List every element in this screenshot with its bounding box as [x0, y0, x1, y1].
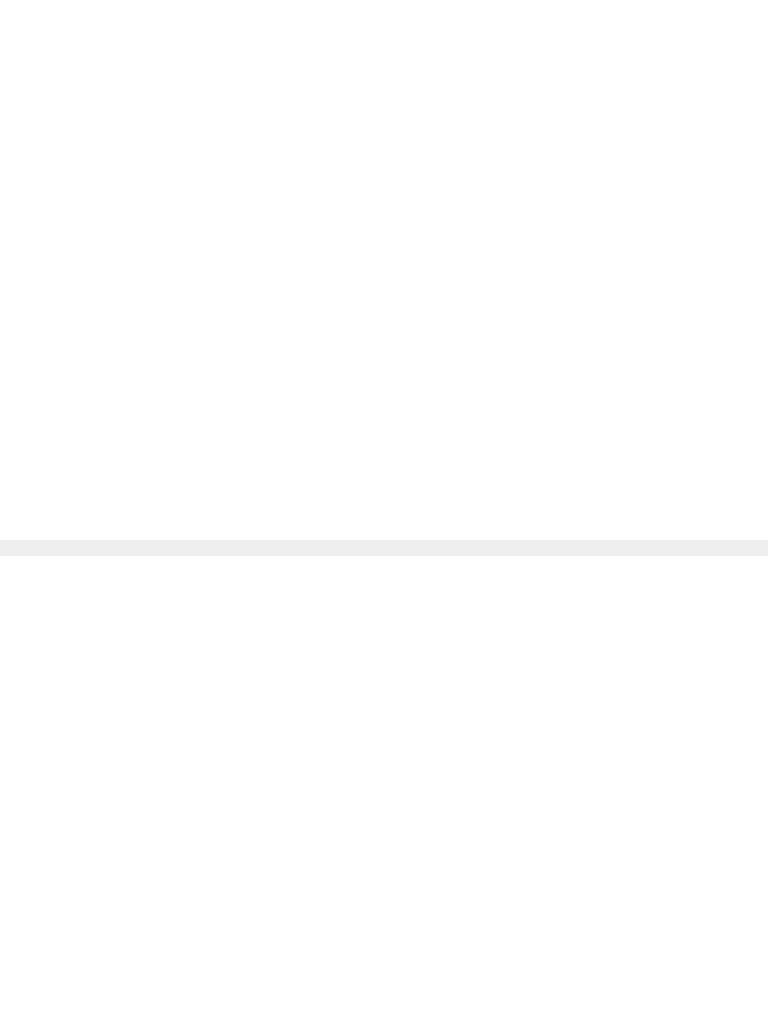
- page-separator: [0, 540, 768, 556]
- bottom-page-section: [0, 556, 768, 1024]
